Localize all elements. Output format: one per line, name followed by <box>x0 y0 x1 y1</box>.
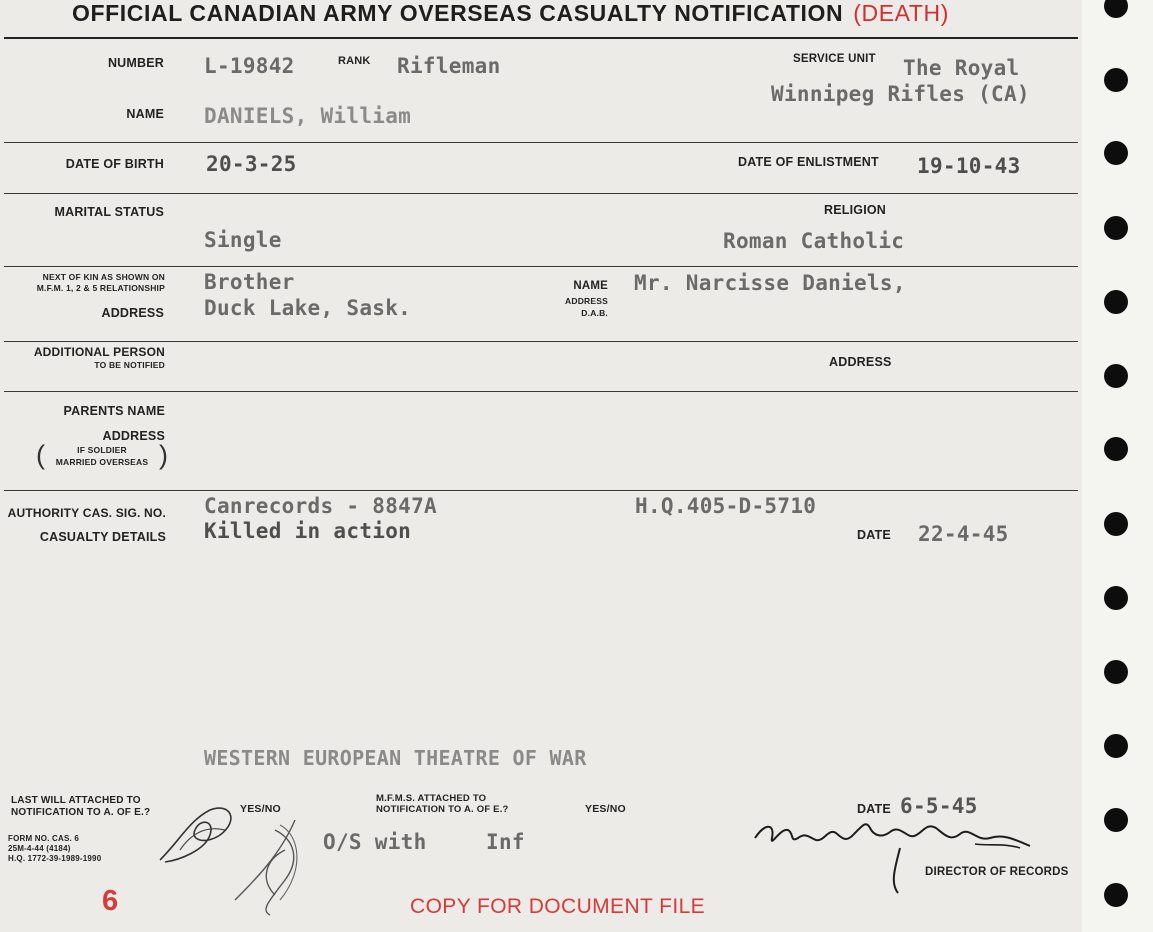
name-value: DANIELS, William <box>204 104 412 128</box>
punch-hole <box>1104 216 1128 240</box>
form-title <box>72 0 949 27</box>
paren-open: ( <box>36 440 45 470</box>
signed-date-label: DATE <box>857 802 891 816</box>
form-title-status: (DEATH) <box>853 0 949 26</box>
if-soldier-label: IF SOLDIER <box>77 445 127 455</box>
punch-hole <box>1104 734 1128 758</box>
parents-address-label: ADDRESS <box>102 429 165 443</box>
service-unit-label: SERVICE UNIT <box>793 53 876 65</box>
form-number-line3: H.Q. 1772-39-1989-1990 <box>8 854 102 863</box>
date-of-birth-label: DATE OF BIRTH <box>65 157 164 171</box>
parents-name-label: PARENTS NAME <box>63 404 165 418</box>
mfms-yes-no: YES/NO <box>585 803 626 815</box>
rank-value: Rifleman <box>397 54 501 78</box>
copy-number: 6 <box>102 885 119 917</box>
religion-label: RELIGION <box>824 203 887 217</box>
service-unit-value-line2: Winnipeg Rifles (CA) <box>771 82 1030 106</box>
mfms-label-line2: NOTIFICATION TO A. OF E.? <box>376 804 509 815</box>
nok-name-label: NAME <box>573 280 608 292</box>
punch-hole <box>1104 68 1128 92</box>
last-will-label-line1: LAST WILL ATTACHED TO <box>11 795 141 806</box>
punch-hole <box>1104 437 1128 461</box>
overseas-unit-value: Inf <box>486 830 525 854</box>
director-of-records-label: DIRECTOR OF RECORDS <box>925 866 1069 878</box>
next-of-kin-label-line1: NEXT OF KIN AS SHOWN ON <box>42 272 165 282</box>
punch-hole <box>1104 141 1128 165</box>
authority-label: AUTHORITY CAS. SIG. NO. <box>7 506 166 520</box>
casualty-details-value: Killed in action <box>204 519 412 543</box>
additional-person-label-line2: TO BE NOTIFIED <box>94 360 165 370</box>
casualty-details-label: CASUALTY DETAILS <box>39 530 166 544</box>
form-number-line1: FORM NO. CAS. 6 <box>8 834 80 843</box>
next-of-kin-label-line2: M.F.M. 1, 2 & 5 RELATIONSHIP <box>36 283 165 293</box>
divider <box>4 193 1078 194</box>
punch-hole <box>1104 586 1128 610</box>
nok-dab-label: D.A.B. <box>581 308 608 318</box>
date-of-enlistment-value: 19-10-43 <box>917 154 1021 178</box>
number-value: L-19842 <box>204 54 295 78</box>
nok-name-value: Mr. Narcisse Daniels, <box>634 271 906 295</box>
signed-date-value: 6-5-45 <box>900 794 978 818</box>
divider <box>4 341 1078 342</box>
date-of-birth-value: 20-3-25 <box>206 152 297 176</box>
divider <box>4 490 1078 491</box>
divider <box>4 37 1078 39</box>
divider <box>4 391 1078 392</box>
religion-value: Roman Catholic <box>723 229 905 253</box>
service-unit-value-line1: The Royal <box>903 56 1020 80</box>
punch-hole <box>1104 364 1128 388</box>
punch-hole <box>1104 290 1128 314</box>
theatre-value: WESTERN EUROPEAN THEATRE OF WAR <box>204 746 587 770</box>
number-label: NUMBER <box>107 56 164 70</box>
overseas-with-value: O/S with <box>323 830 427 854</box>
casualty-date-value: 22-4-45 <box>918 522 1009 546</box>
authority-ref-value: H.Q.405-D-5710 <box>635 494 817 518</box>
director-signature <box>750 808 1060 898</box>
mfms-label-line1: M.F.M.S. ATTACHED TO <box>376 793 487 804</box>
authority-value: Canrecords - 8847A <box>204 494 437 518</box>
relationship-value: Brother <box>204 270 295 294</box>
last-will-label-line2: NOTIFICATION TO A. OF E.? <box>11 807 151 818</box>
stamp-scribble <box>225 800 325 920</box>
form-title-text: OFFICIAL CANADIAN ARMY OVERSEAS CASUALTY NOTIFICATION <box>72 0 844 26</box>
casualty-date-label: DATE <box>857 528 891 542</box>
tractor-feed-margin <box>1082 0 1153 932</box>
last-will-yes-no: YES/NO <box>240 803 281 815</box>
nok-address-value: Duck Lake, Sask. <box>204 296 412 320</box>
marital-status-label: MARITAL STATUS <box>54 205 164 219</box>
marital-status-value: Single <box>204 228 282 252</box>
punch-hole <box>1104 808 1128 832</box>
married-overseas-label: MARRIED OVERSEAS <box>55 457 149 467</box>
punch-hole <box>1104 512 1128 536</box>
additional-address-label: ADDRESS <box>829 355 892 369</box>
paren-close: ) <box>159 440 168 470</box>
married-overseas-note <box>36 440 168 472</box>
divider <box>4 266 1078 267</box>
form-number-line2: 25M-4-44 (4184) <box>8 844 71 853</box>
copy-for-document-file: COPY FOR DOCUMENT FILE <box>410 895 706 918</box>
divider <box>4 142 1078 143</box>
additional-person-label-line1: ADDITIONAL PERSON <box>33 345 165 359</box>
punch-hole <box>1104 883 1128 907</box>
name-label: NAME <box>126 107 164 121</box>
punch-hole <box>1104 660 1128 684</box>
rank-label: RANK <box>338 55 371 67</box>
nok-address-label: ADDRESS <box>565 296 608 306</box>
address-label: ADDRESS <box>101 306 164 320</box>
date-of-enlistment-label: DATE OF ENLISTMENT <box>738 155 879 169</box>
